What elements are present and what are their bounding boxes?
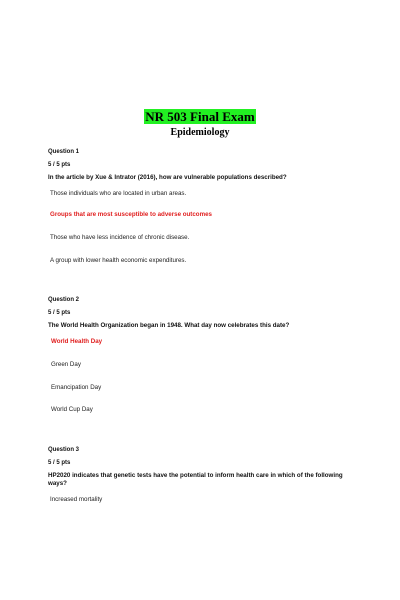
page-title: NR 503 Final Exam (145, 109, 255, 124)
question-2-answer-1[interactable]: World Health Day (51, 338, 103, 345)
question-1-answer-1[interactable]: Those individuals who are located in urban areas. (50, 190, 187, 197)
question-3-prompt: HP2020 indicates that genetic tests have the potential to inform health care in which of the following ways? (48, 472, 343, 487)
question-2-prompt: The World Health Organization began in 1948. What day now celebrates this date? (48, 322, 290, 329)
page-subtitle: Epidemiology (170, 127, 230, 138)
title-wrap (0, 108, 400, 126)
question-2-points: 5 / 5 pts (48, 310, 71, 316)
question-1-answer-3[interactable]: Those who have less incidence of chronic disease. (50, 234, 190, 241)
question-2-answer-4[interactable]: World Cup Day (51, 406, 93, 413)
question-3-label: Question 3 (48, 447, 80, 453)
question-3-points: 5 / 5 pts (48, 460, 71, 466)
question-3-answer-1[interactable]: Increased mortality (50, 496, 103, 503)
question-1-label: Question 1 (48, 149, 80, 155)
question-2-label: Question 2 (48, 297, 80, 303)
question-2-answer-2[interactable]: Green Day (51, 361, 81, 368)
question-1-answer-4[interactable]: A group with lower health economic expenditures. (50, 257, 187, 264)
question-2-answer-3[interactable]: Emancipation Day (51, 384, 102, 391)
question-1-answer-2[interactable]: Groups that are most susceptible to adverse outcomes (50, 211, 212, 218)
question-1-points: 5 / 5 pts (48, 162, 71, 168)
question-1-prompt: In the article by Xue & Intrator (2016), how are vulnerable populations described? (48, 174, 287, 181)
